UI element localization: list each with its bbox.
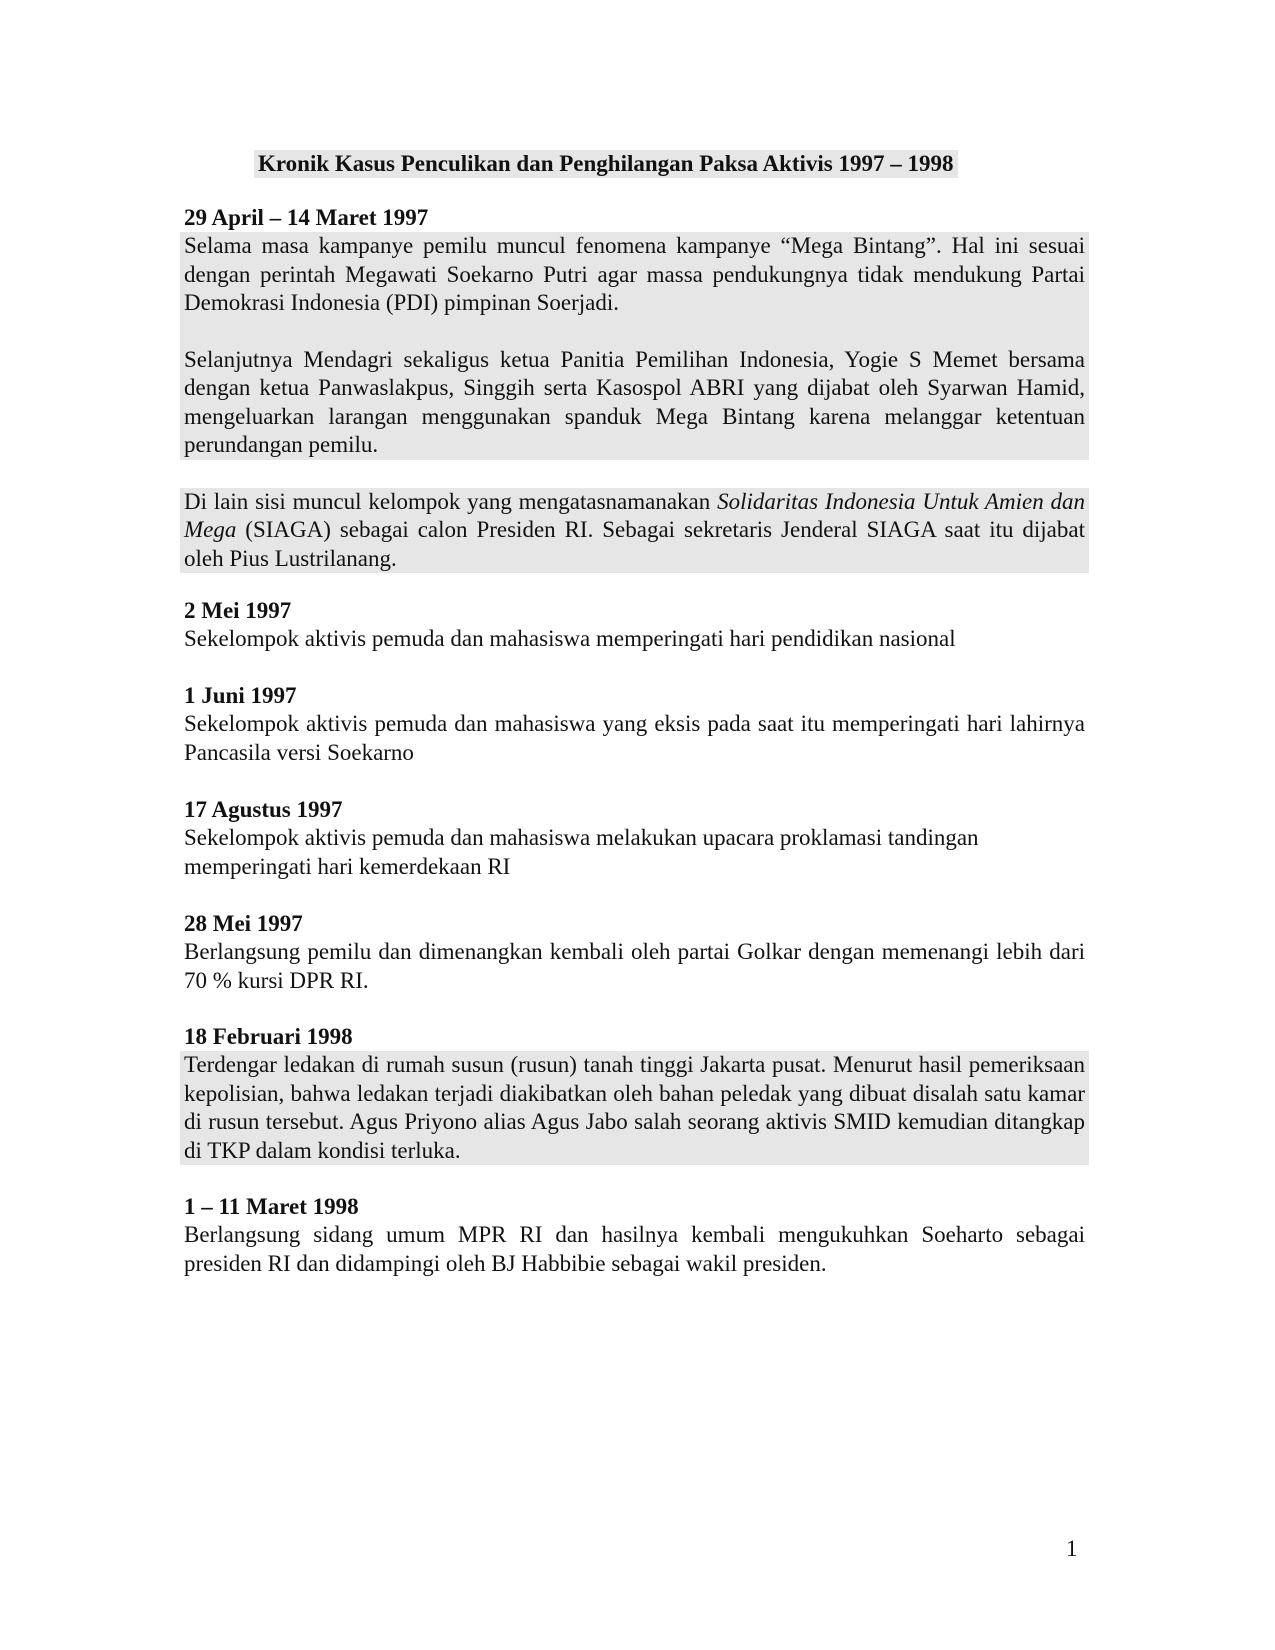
entry-text: Berlangsung sidang umum MPR RI dan hasilnya kembali mengukuhkan Soeharto sebagai presiden RI dan didampingi oleh BJ Habbibie sebagai wakil presiden. <box>184 1222 1085 1276</box>
document-title: Kronik Kasus Penculikan dan Penghilangan Paksa Aktivis 1997 – 1998 <box>254 150 958 178</box>
paragraph-text: (SIAGA) sebagai calon Presiden RI. Sebagai sekretaris Jenderal SIAGA saat itu dijabat oleh Pius Lustrilanang. <box>184 517 1085 571</box>
entry-paragraph-siaga <box>180 488 1089 574</box>
entry-text: Terdengar ledakan di rumah susun (rusun) tanah tinggi Jakarta pusat. Menurut hasil pemeriksaan kepolisian, bahwa ledakan terjadi diakibatkan oleh bahan peledak yang dibuat disalah satu kamar di rusun tersebut. Agus Priyono alias Agus Jabo salah seorang aktivis SMID kemudian ditangkap di TKP dalam kondisi terluka. <box>180 1051 1089 1165</box>
entry-date: 17 Agustus 1997 <box>184 797 343 822</box>
highlight-spacer <box>180 318 1089 346</box>
entry-text: Sekelompok aktivis pemuda dan mahasiswa yang eksis pada saat itu memperingati hari lahirnya Pancasila versi Soekarno <box>184 711 1085 765</box>
entry-date: 29 April – 14 Maret 1997 <box>184 205 429 230</box>
paragraph-spacer <box>184 460 1085 488</box>
timeline-entry <box>184 204 1085 573</box>
entry-date: 1 Juni 1997 <box>184 683 297 708</box>
timeline-entry <box>184 1023 1085 1165</box>
entry-text: Sekelompok aktivis pemuda dan mahasiswa memperingati hari pendidikan nasional <box>184 626 956 651</box>
timeline-entry <box>184 682 1085 767</box>
entry-text: Sekelompok aktivis pemuda dan mahasiswa melakukan upacara proklamasi tandingan memperingati hari kemerdekaan RI <box>184 825 979 879</box>
timeline-entry <box>184 796 1085 881</box>
entry-date: 18 Februari 1998 <box>184 1024 353 1049</box>
entry-date: 1 – 11 Maret 1998 <box>184 1194 359 1219</box>
page-number: 1 <box>1066 1536 1078 1561</box>
entry-paragraph: Selama masa kampanye pemilu muncul fenomena kampanye “Mega Bintang”. Hal ini sesuai dengan perintah Megawati Soekarno Putri agar massa pendukungnya tidak mendukung Partai Demokrasi Indonesia (PDI) pimpinan Soerjadi. <box>180 232 1089 318</box>
paragraph-text: Di lain sisi muncul kelompok yang mengatasnamanakan <box>184 488 718 514</box>
timeline-entry <box>184 1193 1085 1278</box>
entry-text: Berlangsung pemilu dan dimenangkan kembali oleh partai Golkar dengan memenangi lebih dari 70 % kursi DPR RI. <box>184 939 1085 993</box>
organization-name: Solidaritas Indonesia Untuk Amien dan Mega <box>184 488 1085 542</box>
entry-paragraph: Selanjutnya Mendagri sekaligus ketua Panitia Pemilihan Indonesia, Yogie S Memet bersama dengan ketua Panwaslakpus, Singgih serta Kasospol ABRI yang dijabat oleh Syarwan Hamid, mengeluarkan larangan menggunakan spanduk Mega Bintang karena melanggar ketentuan perundangan pemilu. <box>180 346 1089 460</box>
timeline-entry <box>184 597 1085 654</box>
entry-date: 28 Mei 1997 <box>184 911 303 936</box>
entry-date: 2 Mei 1997 <box>184 598 292 623</box>
timeline-entry <box>184 910 1085 995</box>
